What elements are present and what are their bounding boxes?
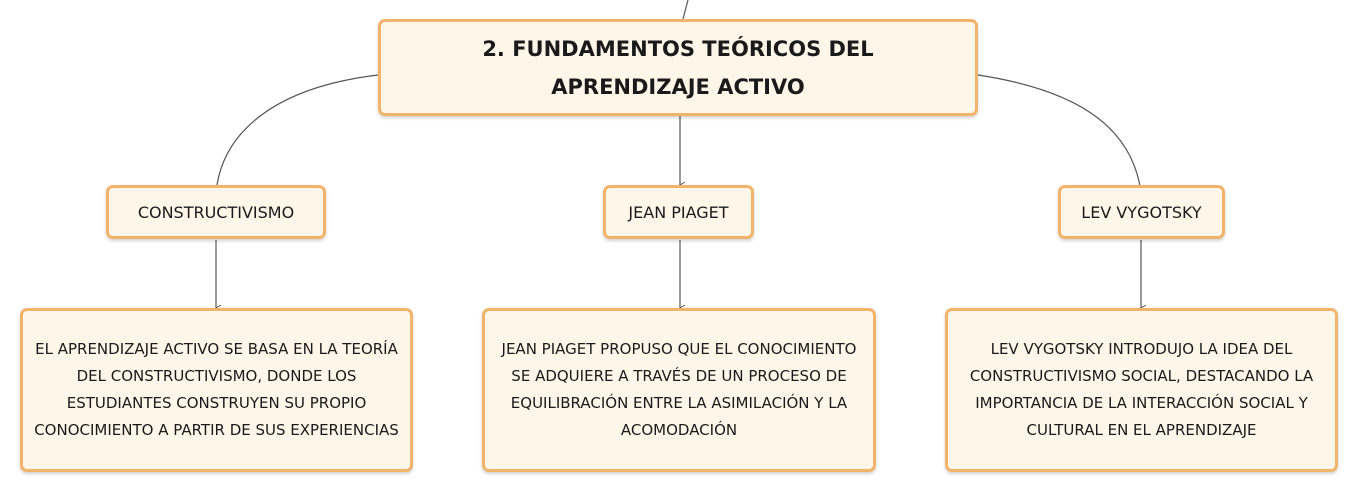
leaf-lev-vygotsky-text: LEV VYGOTSKY INTRODUJO LA IDEA DEL CONSTRUCTIVISMO SOCIAL, DESTACANDO LA IMPORTANCIA DE LA INTERACCIÓN SOCIAL Y CULTURAL EN EL APRENDIZAJE: [969, 340, 1314, 439]
leaf-jean-piaget-text: JEAN PIAGET PROPUSO QUE EL CONOCIMIENTO SE ADQUIERE A TRAVÉS DE UN PROCESO DE EQUILIBRACIÓN ENTRE LA ASIMILACIÓN Y LA ACOMODACIÓN: [501, 340, 857, 439]
edge-root-vygotsky: [978, 75, 1141, 192]
node-jean-piaget-title: JEAN PIAGET: [628, 202, 729, 222]
node-lev-vygotsky[interactable]: [1058, 185, 1225, 239]
edge-root-constructivismo: [217, 75, 378, 185]
root-title: 2. FUNDAMENTOS TEÓRICOS DEL APRENDIZAJE ACTIVO: [482, 36, 874, 99]
root-node[interactable]: [378, 19, 978, 116]
node-lev-vygotsky-title: LEV VYGOTSKY: [1081, 202, 1202, 222]
node-constructivismo-title: CONSTRUCTIVISMO: [137, 202, 295, 222]
edge-incoming: [683, 0, 688, 19]
node-constructivismo[interactable]: [106, 185, 326, 239]
leaf-jean-piaget[interactable]: [482, 308, 876, 472]
leaf-constructivismo[interactable]: [20, 308, 413, 472]
node-jean-piaget[interactable]: [603, 185, 754, 239]
leaf-lev-vygotsky[interactable]: [945, 308, 1338, 472]
leaf-constructivismo-text: EL APRENDIZAJE ACTIVO SE BASA EN LA TEORÍA DEL CONSTRUCTIVISMO, DONDE LOS ESTUDIANTES CONSTRUYEN SU PROPIO CONOCIMIENTO A PARTIR DE SUS EXPERIENCIAS: [34, 340, 399, 439]
